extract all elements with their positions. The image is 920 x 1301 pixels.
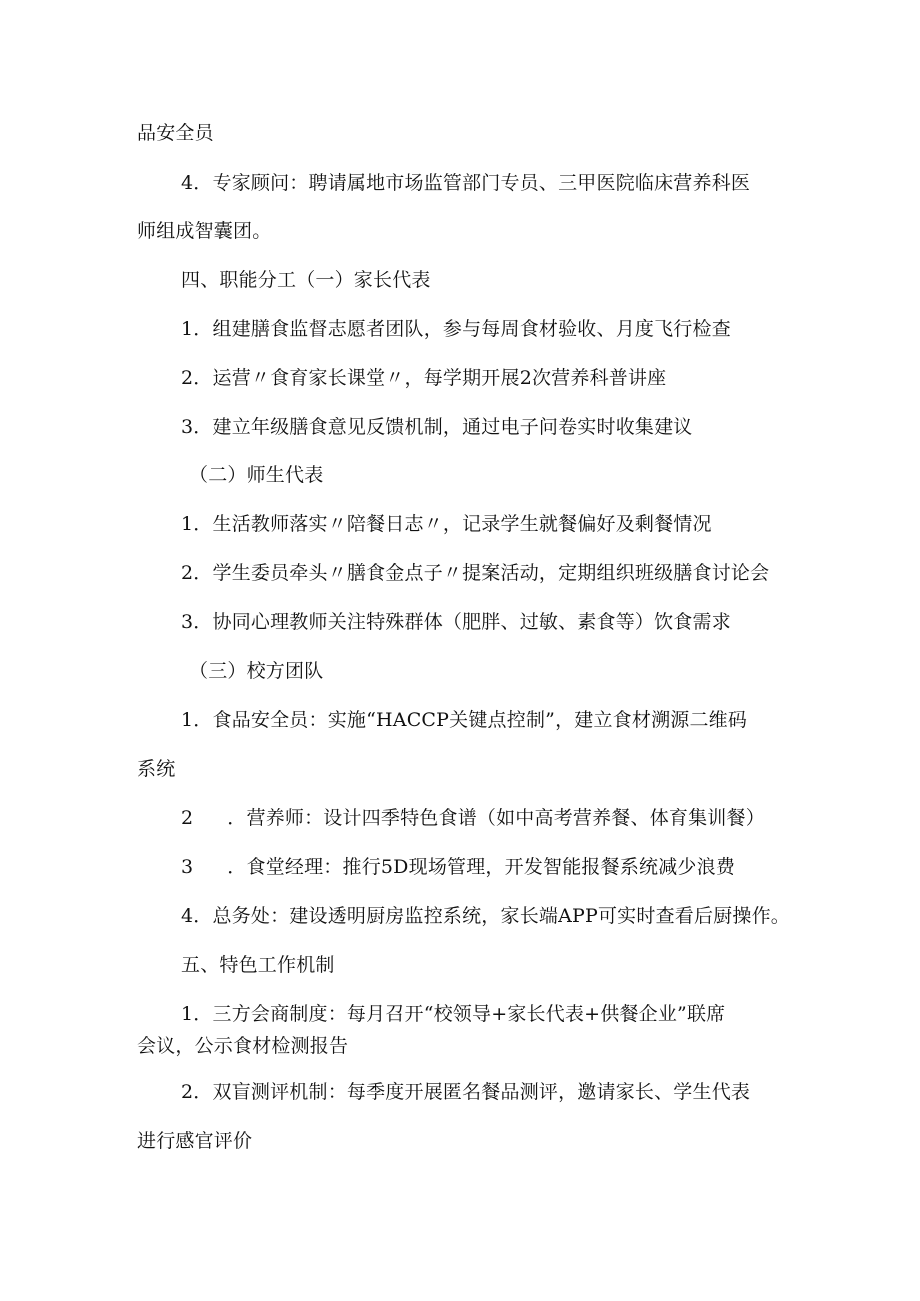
section-heading: 四、职能分工（一）家长代表 (181, 269, 431, 291)
subsection-heading: （三）校方团队 (189, 660, 324, 682)
list-number: 2 (181, 807, 194, 829)
text-line: 2．双盲测评机制：每季度开展匿名餐品测评，邀请家长、学生代表 (181, 1081, 751, 1103)
text-line: 师组成智囊团。 (137, 220, 272, 242)
text-line (181, 806, 765, 830)
text-line: 品安全员 (137, 122, 214, 144)
text-line: 1．食品安全员：实施“HACCP关键点控制”，建立食材溯源二维码 (181, 709, 748, 731)
text-line: 4．专家顾问：聘请属地市场监管部门专员、三甲医院临床营养科医 (181, 172, 751, 194)
text-line: 1．生活教师落实〃陪餐日志〃，记录学生就餐偏好及剩餐情况 (181, 513, 712, 535)
text-line: 3．协同心理教师关注特殊群体（肥胖、过敏、素食等）饮食需求 (181, 611, 731, 633)
text-line: 会议，公示食材检测报告 (137, 1035, 349, 1057)
subsection-heading: （二）师生代表 (189, 464, 324, 486)
text-line: 进行感官评价 (137, 1130, 253, 1152)
text-line: 3．建立年级膳食意见反馈机制，通过电子问卷实时收集建议 (181, 416, 693, 438)
text-line: 1．组建膳食监督志愿者团队，参与每周食材验收、月度飞行检查 (181, 318, 731, 340)
text-line: 2．运营〃食育家长课堂〃，每学期开展2次营养科普讲座 (181, 367, 667, 389)
text-line: 4．总务处：建设透明厨房监控系统，家长端APP可实时查看后厨操作。 (181, 905, 790, 927)
text-line: 1．三方会商制度：每月召开“校领导+家长代表+供餐企业”联席 (181, 1003, 726, 1025)
text-line: 系统 (137, 758, 176, 780)
text-line: 2．学生委员牵头〃膳食金点子〃提案活动，定期组织班级膳食讨论会 (181, 562, 770, 584)
section-heading: 五、特色工作机制 (181, 954, 335, 976)
list-number: 3 (181, 856, 194, 878)
text-line (181, 855, 735, 879)
list-text: ．营养师：设计四季特色食谱（如中高考营养餐、体育集训餐） (227, 807, 765, 829)
list-text: ．食堂经理：推行5D现场管理，开发智能报餐系统减少浪费 (227, 856, 736, 878)
